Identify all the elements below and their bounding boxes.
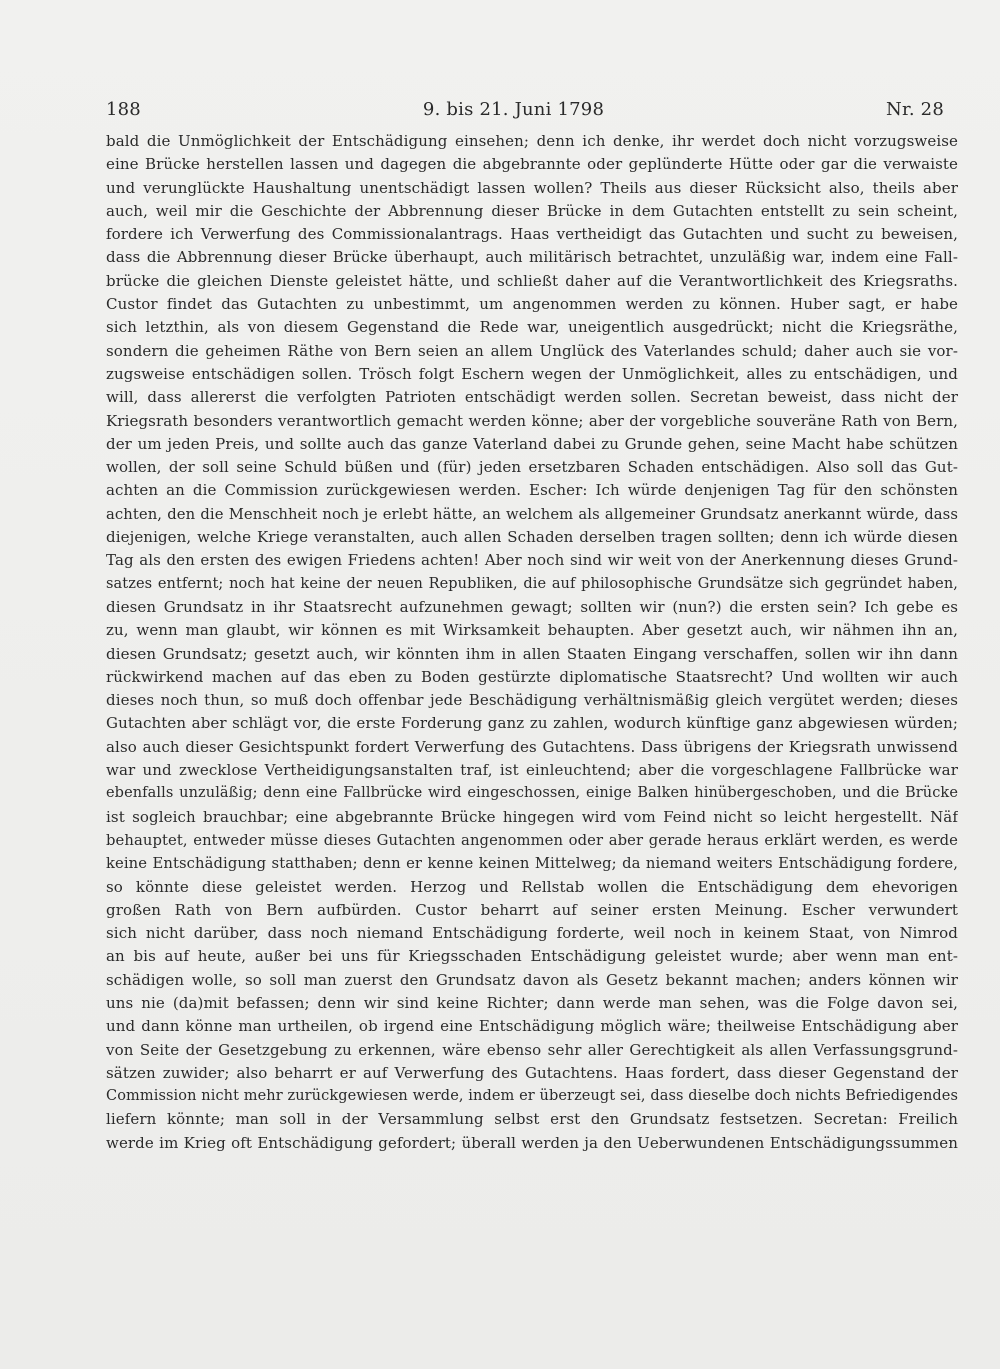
text-line: dass die Abbrennung dieser Brücke überhaupt, auch militärisch betrachtet, unzuläßig war, indem eine Fall- (106, 248, 958, 267)
text-line: diejenigen, welche Kriege veranstalten, auch allen Schaden derselben tragen sollten; denn ich würde diesen (106, 528, 958, 547)
text-line: achten, den die Menschheit noch je erlebt hätte, an welchem als allgemeiner Grundsatz anerkannt würde, dass (106, 505, 958, 523)
text-line: Kriegsrath besonders verantwortlich gemacht werden könne; aber der vorgebliche souveräne Rath von Bern, (106, 411, 958, 430)
text-line: ebenfalls unzuläßig; denn eine Fallbrücke wird eingeschossen, einige Balken hinübergeschoben, und die Brücke (106, 785, 958, 802)
text-line: dieses noch thun, so muß doch offenbar jede Beschädigung verhältnismäßig gleich vergütet werden; dieses (106, 691, 958, 710)
text-line: war und zwecklose Vertheidigungsanstalten traf, ist einleuchtend; aber die vorgeschlagene Fallbrücke war (106, 761, 958, 780)
text-line: rückwirkend machen auf das eben zu Boden gestürzte diplomatische Staatsrecht? Und wollten wir auch (106, 667, 958, 686)
text-line: sich letzthin, als von diesem Gegenstand die Rede war, uneigentlich ausgedrückt; nicht die Kriegsräthe, (106, 318, 958, 337)
text-line: von Seite der Gesetzgebung zu erkennen, wäre ebenso sehr aller Gerechtigkeit als allen Verfassungsgrund- (106, 1040, 958, 1059)
text-line: so könnte diese geleistet werden. Herzog und Rellstab wollen die Entschädigung dem ehevorigen (106, 877, 958, 896)
text-line: diesen Grundsatz in ihr Staatsrecht aufzunehmen gewagt; sollten wir (nun?) die ersten sein? Ich gebe es (106, 597, 958, 616)
text-line: zugsweise entschädigen sollen. Trösch folgt Eschern wegen der Unmöglichkeit, alles zu entschädigen, und (106, 364, 958, 383)
text-line: sätzen zuwider; also beharrt er auf Verwerfung des Gutachtens. Haas fordert, dass dieser Gegenstand der (106, 1063, 958, 1082)
entry-number: Nr. 28 (886, 99, 944, 120)
text-line: und verunglückte Haushaltung unentschädigt lassen wollen? Theils aus dieser Rücksicht also, theils aber (106, 178, 958, 197)
date-range: 9. bis 21. Juni 1798 (422, 99, 605, 120)
text-line: Commission nicht mehr zurückgewiesen werde, indem er überzeugt sei, dass dieselbe doch nichts Befriedigendes (106, 1088, 958, 1105)
body-text (106, 130, 958, 1155)
text-line: wollen, der soll seine Schuld büßen und (für) jeden ersetzbaren Schaden entschädigen. Also soll das Gut- (106, 458, 958, 477)
text-line: brücke die gleichen Dienste geleistet hätte, und schließt daher auf die Verantwortlichkeit des Kriegsraths. (106, 271, 958, 290)
page-header (106, 99, 944, 125)
text-line: Gutachten aber schlägt vor, die erste Forderung ganz zu zahlen, wodurch künftige ganz abgewiesen würden; (106, 714, 958, 733)
text-line: satzes entfernt; noch hat keine der neuen Republiken, die auf philosophische Grundsätze sich gegründet haben, (106, 575, 958, 592)
text-line: will, dass allererst die verfolgten Patrioten entschädigt werden sollen. Secretan beweist, dass nicht der (106, 388, 958, 407)
text-line: sondern die geheimen Räthe von Bern seien an allem Unglück des Vaterlandes schuld; daher auch sie vor- (106, 341, 958, 360)
text-line: ist sogleich brauchbar; eine abgebrannte Brücke hingegen wird vom Feind nicht so leicht hergestellt. Näf (106, 807, 958, 826)
text-line: achten an die Commission zurückgewiesen werden. Escher: Ich würde denjenigen Tag für den schönsten (106, 481, 958, 500)
text-line: liefern könnte; man soll in der Versammlung selbst erst den Grundsatz festsetzen. Secretan: Freilich (106, 1110, 958, 1129)
text-line: fordere ich Verwerfung des Commissionalantrags. Haas vertheidigt das Gutachten und sucht zu beweisen, (106, 225, 958, 244)
text-line: zu, wenn man glaubt, wir können es mit Wirksamkeit behaupten. Aber gesetzt auch, wir nähmen ihn an, (106, 621, 958, 640)
text-line: Custor findet das Gutachten zu unbestimmt, um angenommen werden zu können. Huber sagt, er habe (106, 295, 958, 314)
text-line: auch, weil mir die Geschichte der Abbrennung dieser Brücke in dem Gutachten entstellt zu sein scheint, (106, 201, 958, 220)
text-line: also auch dieser Gesichtspunkt fordert Verwerfung des Gutachtens. Dass übrigens der Kriegsrath unwissend (106, 737, 958, 756)
text-line: keine Entschädigung statthaben; denn er kenne keinen Mittelweg; da niemand weiters Entschädigung fordere, (106, 855, 958, 873)
text-line: eine Brücke herstellen lassen und dagegen die abgebrannte oder geplünderte Hütte oder gar die verwaiste (106, 155, 958, 174)
text-line: großen Rath von Bern aufbürden. Custor beharrt auf seiner ersten Meinung. Escher verwundert (106, 900, 958, 919)
text-line: sich nicht darüber, dass noch niemand Entschädigung forderte, weil noch in keinem Staat, von Nimrod (106, 924, 958, 943)
text-line: werde im Krieg oft Entschädigung gefordert; überall werden ja den Ueberwundenen Entschädigungssummen (106, 1133, 958, 1152)
text-line: diesen Grundsatz; gesetzt auch, wir könnten ihm in allen Staaten Eingang verschaffen, sollen wir ihn dann (106, 644, 958, 663)
text-line: bald die Unmöglichkeit der Entschädigung einsehen; denn ich denke, ihr werdet doch nicht vorzugsweise (106, 132, 958, 150)
text-line: der um jeden Preis, und sollte auch das ganze Vaterland dabei zu Grunde gehen, seine Macht habe schützen (106, 434, 958, 453)
text-line: und dann könne man urtheilen, ob irgend eine Entschädigung möglich wäre; theilweise Entschädigung aber (106, 1017, 958, 1036)
text-line: Tag als den ersten des ewigen Friedens achten! Aber noch sind wir weit von der Anerkennung dieses Grund- (106, 551, 958, 570)
text-line: uns nie (da)mit befassen; denn wir sind keine Richter; dann werde man sehen, was die Folge davon sei, (106, 993, 958, 1012)
text-line: schädigen wolle, so soll man zuerst den Grundsatz davon als Gesetz bekannt machen; anders können wir (106, 970, 958, 989)
text-line: behauptet, entweder müsse dieses Gutachten angenommen oder aber gerade heraus erklärt werden, es werde (106, 831, 958, 849)
page-number: 188 (106, 99, 141, 120)
text-line: an bis auf heute, außer bei uns für Kriegsschaden Entschädigung geleistet wurde; aber wenn man ent- (106, 947, 958, 966)
